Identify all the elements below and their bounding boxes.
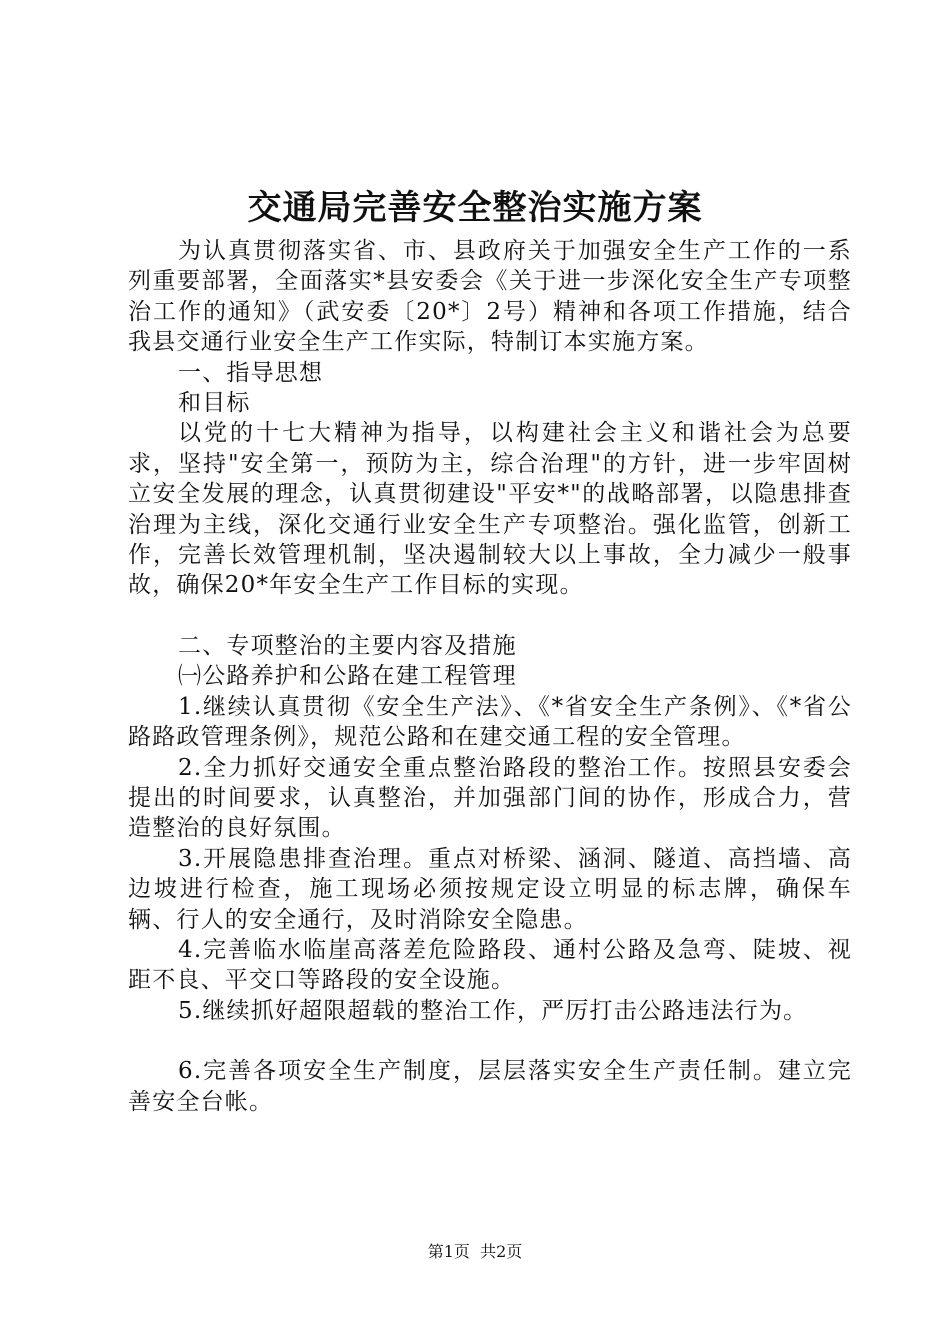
section-heading-1-continued: 和目标 bbox=[178, 390, 251, 417]
document-title: 交通局完善安全整治实施方案 bbox=[247, 188, 703, 228]
subsection-heading-1: ㈠公路养护和公路在建工程管理 bbox=[178, 663, 517, 690]
section-heading-1: 一、指导思想 bbox=[178, 359, 324, 386]
measure-item-6: 6.完善各项安全生产制度，层层落实安全生产责任制。建立完善安全台帐。 bbox=[128, 1058, 852, 1115]
guiding-principle-paragraph: 以党的十七大精神为指导，以构建社会主义和谐社会为总要求，坚持"安全第一，预防为主，综合治理"的方针，进一步牢固树立安全发展的理念，认真贯彻建设"平安*"的战略部署，以隐患排查治理为主线，深化交通行业安全生产专项整治。强化监管，创新工作，完善长效管理机制，坚决遏制较大以上事故，全力减少一般事故，确保20*年安全生产工作目标的实现。 bbox=[128, 420, 852, 599]
page-number: 第1页 bbox=[427, 1242, 470, 1261]
document-body bbox=[128, 236, 852, 1117]
intro-paragraph: 为认真贯彻落实省、市、县政府关于加强安全生产工作的一系列重要部署，全面落实*县安委会《关于进一步深化安全生产专项整治工作的通知》（武安委〔20*〕2号）精神和各项工作措施，结合我县交通行业安全生产工作实际，特制订本实施方案。 bbox=[128, 238, 852, 356]
measure-item-3: 3.开展隐患排查治理。重点对桥梁、涵洞、隧道、高挡墙、高边坡进行检查，施工现场必须按规定设立明显的标志牌，确保车辆、行人的安全通行，及时消除安全隐患。 bbox=[128, 845, 852, 933]
page-footer bbox=[0, 1242, 950, 1262]
measure-item-4: 4.完善临水临崖高落差危险路段、通村公路及急弯、陡坡、视距不良、平交口等路段的安全设施。 bbox=[128, 936, 852, 994]
measure-item-1: 1.继续认真贯彻《安全生产法》、《*省安全生产条例》、《*省公路路政管理条例》，规范公路和在建交通工程的安全管理。 bbox=[128, 693, 852, 751]
measure-item-2: 2.全力抓好交通安全重点整治路段的整治工作。按照县安委会提出的时间要求，认真整治，并加强部门间的协作，形成合力，营造整治的良好氛围。 bbox=[128, 754, 852, 842]
page-total: 共2页 bbox=[480, 1242, 523, 1261]
section-heading-2: 二、专项整治的主要内容及措施 bbox=[178, 632, 517, 659]
measure-item-5: 5.继续抓好超限超载的整治工作，严厉打击公路违法行为。 bbox=[178, 997, 808, 1024]
